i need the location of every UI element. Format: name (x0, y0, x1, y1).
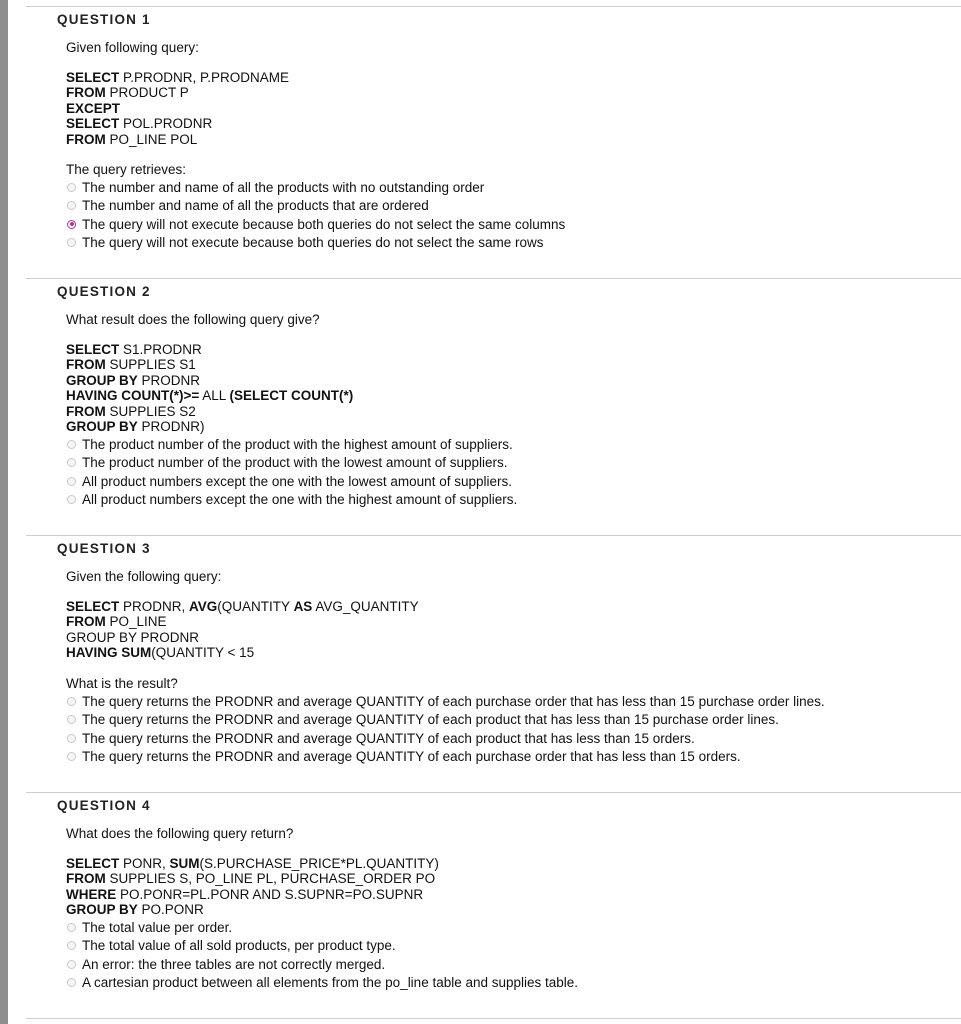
divider (26, 1018, 961, 1019)
answer-option[interactable]: The number and name of all the products with no outstanding order (66, 178, 565, 197)
question-1 (26, 6, 961, 279)
code-line: GROUP BY PRODNR) (66, 418, 205, 434)
code-line: FROM PO_LINE (66, 614, 167, 630)
answer-options (66, 435, 517, 509)
answer-option[interactable]: The product number of the product with the highest amount of suppliers. (66, 435, 517, 454)
answer-option[interactable]: The query returns the PRODNR and average QUANTITY of each purchase order that has less than 15 orders. (66, 748, 825, 767)
question-4 (26, 792, 961, 1019)
answer-option[interactable]: The query will not execute because both queries do not select the same columns (66, 215, 565, 234)
sql-query (66, 342, 353, 434)
question-prompt: What does the following query return? (66, 826, 294, 841)
answer-option[interactable]: The query returns the PRODNR and average QUANTITY of each purchase order that has less than 15 purchase order lines. (66, 692, 825, 711)
radio-button-icon[interactable] (67, 941, 76, 950)
radio-button-icon[interactable] (67, 923, 76, 932)
code-line: HAVING SUM(QUANTITY < 15 (66, 645, 255, 661)
radio-button-icon[interactable] (67, 238, 76, 247)
code-line: SELECT P.PRODNR, P.PRODNAME (66, 70, 290, 85)
radio-button-icon[interactable] (67, 734, 76, 743)
question-subprompt: What is the result? (66, 676, 178, 691)
sql-query (66, 70, 289, 147)
code-line: SELECT S1.PRODNR (66, 342, 202, 357)
answer-option[interactable]: The product number of the product with the lowest amount of suppliers. (66, 454, 517, 473)
question-subprompt: The query retrieves: (66, 162, 187, 177)
question-title: QUESTION 4 (57, 798, 151, 813)
answer-option[interactable]: The query returns the PRODNR and average QUANTITY of each product that has less than 15 orders. (66, 729, 825, 748)
radio-button-icon[interactable] (67, 477, 76, 486)
radio-button-icon[interactable] (67, 183, 76, 192)
answer-option[interactable]: All product numbers except the one with the lowest amount of suppliers. (66, 472, 517, 491)
question-title: QUESTION 3 (57, 541, 151, 556)
code-line: FROM SUPPLIES S1 (66, 357, 196, 373)
radio-button-selected-icon[interactable] (67, 220, 76, 229)
code-line: FROM PRODUCT P (66, 85, 189, 101)
radio-button-icon[interactable] (67, 978, 76, 987)
code-line: GROUP BY PO.PONR (66, 902, 204, 918)
question-prompt: What result does the following query give? (66, 312, 320, 327)
sql-query (66, 856, 439, 918)
answer-option[interactable]: All product numbers except the one with the highest amount of suppliers. (66, 491, 517, 510)
radio-button-icon[interactable] (67, 960, 76, 969)
question-prompt: Given the following query: (66, 569, 222, 584)
code-line: GROUP BY PRODNR (66, 372, 201, 388)
code-line: FROM SUPPLIES S, PO_LINE PL, PURCHASE_ORDER PO (66, 871, 436, 887)
code-line: GROUP BY PRODNR (66, 629, 200, 645)
left-scrollbar-edge (0, 0, 8, 1024)
answer-option[interactable]: The number and name of all the products that are ordered (66, 197, 565, 216)
answer-option[interactable]: The query will not execute because both queries do not select the same rows (66, 234, 565, 253)
radio-button-icon[interactable] (67, 201, 76, 210)
radio-button-icon[interactable] (67, 715, 76, 724)
question-prompt: Given following query: (66, 40, 199, 55)
radio-button-icon[interactable] (67, 458, 76, 467)
radio-button-icon[interactable] (67, 440, 76, 449)
code-line: SELECT PONR, SUM(S.PURCHASE_PRICE*PL.QUANTITY) (66, 856, 439, 871)
answer-options (66, 918, 578, 992)
question-title: QUESTION 2 (57, 284, 151, 299)
answer-option[interactable]: The total value of all sold products, per product type. (66, 937, 578, 956)
question-title: QUESTION 1 (57, 12, 151, 27)
sql-query (66, 599, 419, 661)
answer-options (66, 178, 565, 252)
answer-option[interactable]: An error: the three tables are not correctly merged. (66, 955, 578, 974)
question-3 (26, 535, 961, 793)
code-line: WHERE PO.PONR=PL.PONR AND S.SUPNR=PO.SUPNR (66, 886, 424, 902)
code-line: SELECT POL.PRODNR (66, 116, 213, 132)
question-2 (26, 278, 961, 536)
code-line: EXCEPT (66, 100, 121, 116)
radio-button-icon[interactable] (67, 495, 76, 504)
code-line: SELECT PRODNR, AVG(QUANTITY AS AVG_QUANTITY (66, 599, 419, 614)
code-line: FROM SUPPLIES S2 (66, 403, 196, 419)
code-line: HAVING COUNT(*)>= ALL (SELECT COUNT(*) (66, 388, 354, 404)
answer-option[interactable]: The query returns the PRODNR and average QUANTITY of each product that has less than 15 purchase order lines. (66, 711, 825, 730)
code-line: FROM PO_LINE POL (66, 131, 198, 147)
answer-options (66, 692, 825, 766)
radio-button-icon[interactable] (67, 697, 76, 706)
answer-option[interactable]: The total value per order. (66, 918, 578, 937)
answer-option[interactable]: A cartesian product between all elements from the po_line table and supplies table. (66, 974, 578, 993)
radio-button-icon[interactable] (67, 752, 76, 761)
